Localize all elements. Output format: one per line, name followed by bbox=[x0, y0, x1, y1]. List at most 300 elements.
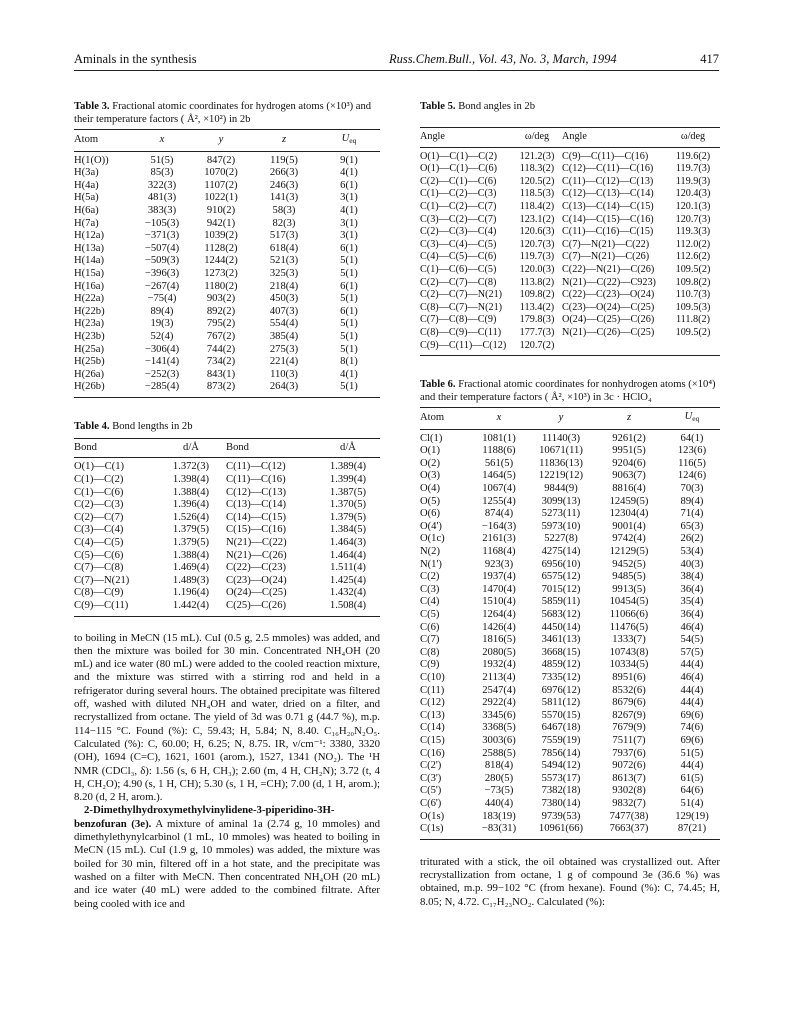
table-row bbox=[74, 537, 380, 550]
table-cell: 9913(5) bbox=[612, 583, 646, 595]
table-cell: 4275(14) bbox=[541, 546, 581, 558]
table-cell: C(8)—C(7)—N(21) bbox=[420, 301, 503, 313]
table-cell bbox=[666, 340, 720, 353]
table6-label: Table 6. bbox=[420, 379, 456, 391]
table-cell: 554(4) bbox=[269, 318, 299, 330]
table-cell: 266(3) bbox=[269, 167, 299, 179]
table-cell: −509(3) bbox=[144, 255, 180, 267]
table-cell bbox=[562, 340, 666, 353]
table-cell: 2588(5) bbox=[482, 747, 516, 759]
table-cell: H(13a) bbox=[74, 242, 105, 254]
table-cell: 118.5(3) bbox=[519, 188, 555, 200]
table-cell: 8951(6) bbox=[612, 671, 646, 683]
table-row bbox=[74, 151, 380, 167]
table-cell: 9072(6) bbox=[612, 760, 646, 772]
table-cell: 121.2(3) bbox=[519, 150, 555, 162]
table-cell: 9261(2) bbox=[612, 432, 646, 444]
table5-bottom-rule bbox=[420, 355, 720, 356]
table-row bbox=[420, 823, 720, 836]
table-cell: 10743(8) bbox=[609, 646, 649, 658]
table-cell: 1.442(4) bbox=[172, 600, 210, 611]
table-cell: 1426(4) bbox=[482, 621, 516, 633]
table-cell: 120.1(3) bbox=[675, 200, 711, 212]
table-cell: −507(4) bbox=[144, 242, 180, 254]
table-cell: C(14)—C(15)—C(16) bbox=[562, 213, 654, 225]
table-cell: 1255(4) bbox=[482, 495, 516, 507]
journal-citation: Russ.Chem.Bull., Vol. 43, No. 3, March, 1994 bbox=[389, 52, 617, 66]
table-row bbox=[420, 327, 720, 340]
table-cell: 123(6) bbox=[677, 445, 707, 457]
table-row bbox=[74, 381, 380, 394]
table-cell: 2080(5) bbox=[482, 646, 516, 658]
table-cell: 10334(5) bbox=[609, 659, 649, 671]
table-cell: 4450(14) bbox=[541, 621, 581, 633]
table-cell: C(1)—C(2) bbox=[74, 474, 124, 486]
table-cell: 2922(4) bbox=[482, 697, 516, 709]
table-cell: O(1c) bbox=[420, 533, 445, 545]
table-row bbox=[74, 587, 380, 600]
table-cell: C(2)—C(3)—C(4) bbox=[420, 226, 497, 238]
table-cell: 183(19) bbox=[482, 810, 516, 822]
table-cell: 275(3) bbox=[269, 343, 299, 355]
table-cell: 440(4) bbox=[484, 797, 514, 809]
table6-caption-text: Fractional atomic coordinates for nonhydrogen atoms (×10⁴) and their temperature factors ( Å², ×10³) in 3c · HClO₄ bbox=[420, 379, 716, 404]
table-cell: 6(1) bbox=[340, 280, 358, 292]
table-cell: 322(3) bbox=[147, 179, 177, 191]
table-cell: C(9)—C(11)—C(16) bbox=[562, 150, 649, 162]
table-cell: 1128(2) bbox=[204, 242, 238, 254]
table-cell: 120.5(2) bbox=[519, 175, 555, 187]
table-cell: 1.425(4) bbox=[329, 574, 367, 586]
table-row bbox=[420, 277, 720, 290]
table-cell: 5811(12) bbox=[541, 697, 581, 709]
table-cell: 113.8(2) bbox=[519, 276, 555, 288]
table-cell: 12459(5) bbox=[609, 495, 649, 507]
table-cell: 7382(18) bbox=[541, 785, 581, 797]
table-cell: 8613(7) bbox=[612, 772, 646, 784]
table-cell: 5573(17) bbox=[541, 772, 581, 784]
table-cell: C(7)—C(8)—C(9) bbox=[420, 314, 497, 326]
table-cell: 6956(10) bbox=[541, 558, 581, 570]
table3-label: Table 3. bbox=[74, 101, 110, 112]
table-cell: 4(1) bbox=[340, 368, 358, 380]
experimental-paragraph-1: to boiling in MeCN (15 mL). CuI (0.5 g, 2.5 mmoles) was added, and then the mixture was boiled for 30 min. Concentrated NH₄OH (20 mL) and ice water (80 mL) were added to the cooled reaction mixture, and the mixture was stirred with a stirring rod and held in a refrigerator during several hours. The obtained precipitate was filtered off, washed with diluted NH₄OH and water, dried on a filter, and recrystallized from octane. The yield of 3d was 0.71 g (44.7 %), m.p. 114−115 °C. Found (%): C, 59.43; H, 5.84; N, 8.40. C₁₆H₂₀N₂O₅. Calculated (%): C, 60.00; H, 6.25; N, 8.75. IR, ν/cm⁻¹: 3380, 3320 (OH), 1694 (C=C), 1621, 1601 (arom.), 1527, 1341 (NO₂). The ¹H NMR (CDCl₃, δ): 1.56 (s, 6 H, CH₃); 2.60 (m, 4 H, CH₂N); 3.72 (t, 4 H, CH₂O); 4.90 (s, 1 H, CH); 5.30 (s, 1 H, =CH); 7.00 (d, 1 H, arom.); 8.20 (d, 2 H, arom.). bbox=[74, 631, 380, 804]
table6-header-1: x bbox=[496, 412, 502, 424]
table-cell: C(4)—C(5)—C(6) bbox=[420, 251, 497, 263]
table-row bbox=[420, 697, 720, 710]
table-cell: H(26a) bbox=[74, 368, 105, 380]
table-cell: 7856(14) bbox=[541, 747, 581, 759]
right-column bbox=[420, 100, 720, 909]
table-cell: 385(4) bbox=[269, 330, 299, 342]
table-cell: 1070(2) bbox=[204, 167, 238, 179]
table3-header-4: $U_{eq}$ bbox=[341, 133, 357, 145]
table-cell: 109.5(2) bbox=[675, 263, 711, 275]
table3-header-2: y bbox=[218, 134, 224, 145]
table-cell: C(6') bbox=[420, 797, 442, 809]
table-cell: C(16) bbox=[420, 747, 445, 759]
table-cell: 12304(4) bbox=[609, 508, 649, 520]
table4-header-1: d/Å bbox=[183, 441, 199, 453]
table-cell: C(2) bbox=[420, 571, 440, 583]
table-cell: 5570(15) bbox=[541, 709, 581, 721]
table-cell: 9(1) bbox=[340, 154, 358, 166]
table-row bbox=[420, 483, 720, 496]
table-cell: 46(4) bbox=[680, 621, 704, 633]
table-row bbox=[74, 499, 380, 512]
table-row bbox=[420, 314, 720, 327]
table-cell: C(22)—C(23) bbox=[226, 562, 287, 574]
table-row bbox=[420, 521, 720, 534]
table-cell: 119.9(3) bbox=[675, 175, 711, 187]
table-row bbox=[420, 340, 720, 353]
table-row bbox=[74, 474, 380, 487]
table-cell: O(5) bbox=[420, 495, 441, 507]
table-cell: 818(4) bbox=[484, 760, 514, 772]
table-row bbox=[420, 722, 720, 735]
table-cell: 450(3) bbox=[269, 293, 299, 305]
table-cell: C(7) bbox=[420, 634, 440, 646]
table-cell: 36(4) bbox=[680, 609, 704, 620]
table-cell: 4859(12) bbox=[541, 659, 581, 671]
table-cell: H(15a) bbox=[74, 267, 105, 279]
table-row bbox=[420, 226, 720, 239]
table-row bbox=[74, 268, 380, 281]
table-cell: 124(6) bbox=[677, 470, 707, 482]
table-cell: 1816(5) bbox=[482, 634, 516, 646]
table-cell: O(24)—C(25)—C(26) bbox=[562, 314, 655, 326]
table3-bottom-rule bbox=[74, 397, 380, 398]
compound-heading: 2-Dimethylhydroxymethylvinylidene-3-piperidino-3H-benzofuran (3e). bbox=[74, 804, 335, 830]
table-row bbox=[74, 331, 380, 344]
table-cell: C(9)—C(11) bbox=[74, 600, 129, 611]
table-row bbox=[74, 243, 380, 256]
table-cell: H(1(O)) bbox=[74, 154, 109, 166]
table-cell: 19(3) bbox=[150, 318, 174, 330]
table-cell: 6575(12) bbox=[541, 571, 581, 583]
table-row bbox=[420, 760, 720, 773]
table-cell: −105(3) bbox=[144, 217, 180, 229]
table-cell: O(2) bbox=[420, 457, 441, 469]
table-cell: C(1)—C(2)—C(3) bbox=[420, 188, 497, 200]
table-row bbox=[74, 550, 380, 563]
table-cell: H(7a) bbox=[74, 217, 99, 229]
table-cell: 4(1) bbox=[340, 204, 358, 216]
table-cell: 1932(4) bbox=[482, 659, 516, 671]
table-cell: 8816(4) bbox=[612, 483, 646, 495]
table4-caption bbox=[74, 420, 380, 433]
table-cell: 120.7(3) bbox=[675, 213, 711, 225]
table-cell: 561(5) bbox=[484, 457, 514, 469]
table-row bbox=[420, 239, 720, 252]
table-cell: 36(4) bbox=[680, 583, 704, 595]
table-row bbox=[420, 533, 720, 546]
table-cell: O(6) bbox=[420, 508, 441, 520]
table-cell: 1081(1) bbox=[482, 432, 516, 444]
table-cell: 221(4) bbox=[269, 356, 299, 368]
table-cell: 141(3) bbox=[269, 192, 299, 204]
table6-header-4: $U_{eq}$ bbox=[684, 411, 700, 424]
table-cell: O(1)—C(1) bbox=[74, 461, 125, 473]
table-cell: 4(1) bbox=[340, 167, 358, 179]
table-cell: 1.387(5) bbox=[329, 486, 367, 498]
table-cell: 325(3) bbox=[269, 267, 299, 279]
table-row bbox=[420, 811, 720, 824]
table-cell: 54(5) bbox=[680, 634, 704, 646]
table-cell: 69(6) bbox=[680, 734, 704, 746]
table-cell: 9063(7) bbox=[612, 470, 646, 482]
table-cell: C(3') bbox=[420, 772, 442, 784]
table-cell: 2113(4) bbox=[482, 671, 516, 683]
right-body-text bbox=[420, 856, 720, 909]
table-row bbox=[74, 600, 380, 613]
table-cell: C(3)—C(4)—C(5) bbox=[420, 238, 497, 250]
table-cell: H(16a) bbox=[74, 280, 105, 292]
table-cell: 3461(13) bbox=[541, 634, 581, 646]
table-cell: H(26b) bbox=[74, 381, 105, 393]
table-cell: 9832(7) bbox=[612, 797, 646, 809]
table-cell: C(12) bbox=[420, 697, 445, 709]
table3-caption bbox=[74, 100, 380, 126]
table-cell: 7380(14) bbox=[541, 797, 581, 809]
table-cell: H(4a) bbox=[74, 179, 99, 191]
table-cell: C(14)—C(15) bbox=[226, 511, 287, 523]
table-cell: 70(3) bbox=[680, 483, 704, 495]
table-cell: 177.7(3) bbox=[519, 326, 555, 338]
table5-caption bbox=[420, 100, 720, 113]
table-cell: C(11) bbox=[420, 684, 445, 696]
table-cell: 903(2) bbox=[206, 293, 236, 305]
table-row bbox=[74, 255, 380, 268]
table-cell: 7477(38) bbox=[609, 810, 649, 822]
table6-caption bbox=[420, 378, 720, 404]
table-cell: −306(4) bbox=[144, 343, 180, 355]
table-row bbox=[420, 188, 720, 201]
table-cell: H(25b) bbox=[74, 356, 105, 368]
table-cell: H(22b) bbox=[74, 305, 105, 317]
table-cell: 2547(4) bbox=[482, 684, 516, 696]
table-cell: 744(2) bbox=[206, 343, 236, 355]
table-cell: 120.4(3) bbox=[675, 188, 711, 200]
table-row bbox=[420, 735, 720, 748]
table-cell: 1.379(5) bbox=[172, 537, 210, 549]
table-cell: 1.388(4) bbox=[172, 486, 210, 498]
table-row bbox=[420, 596, 720, 609]
table-cell: C(8)—C(9)—C(11) bbox=[420, 326, 502, 338]
table-cell: 120.6(3) bbox=[519, 226, 555, 238]
table-cell: 10671(11) bbox=[539, 445, 583, 457]
table-cell: 120.7(2) bbox=[519, 339, 555, 351]
table-cell: 1244(2) bbox=[204, 255, 238, 267]
table-cell: 218(4) bbox=[269, 280, 299, 292]
running-header bbox=[74, 48, 719, 71]
table5-header-3: ω/deg bbox=[680, 131, 706, 142]
table-cell: 10961(66) bbox=[538, 823, 584, 835]
table-cell: 26(2) bbox=[680, 533, 704, 545]
table-cell: C(3)—C(4) bbox=[74, 524, 124, 536]
table3-caption-text: Fractional atomic coordinates for hydrogen atoms (×10³) and their temperature factors ( Å², ×10²) in 2b bbox=[74, 101, 372, 125]
table-row bbox=[420, 201, 720, 214]
table-cell: 40(3) bbox=[680, 558, 704, 570]
table-cell: 1464(5) bbox=[482, 470, 516, 482]
table-cell: −83(31) bbox=[481, 823, 517, 835]
left-body-text bbox=[74, 632, 380, 911]
table-cell: 109.8(2) bbox=[519, 289, 555, 301]
table-cell: C(9)—C(11)—C(12) bbox=[420, 339, 507, 351]
table-cell: 110(3) bbox=[270, 368, 298, 380]
table-cell: 119.7(3) bbox=[519, 251, 555, 263]
table-row bbox=[74, 205, 380, 218]
table-cell: 795(2) bbox=[206, 318, 236, 330]
table-cell: 5859(11) bbox=[541, 596, 581, 608]
table-cell: C(1)—C(2)—C(7) bbox=[420, 200, 497, 212]
table-cell: C(2)—C(7) bbox=[74, 511, 124, 523]
table-cell: O(4') bbox=[420, 520, 442, 532]
table-cell: 5(1) bbox=[340, 255, 358, 267]
table-cell: 3(1) bbox=[340, 230, 358, 242]
table-cell: 942(1) bbox=[206, 217, 236, 229]
table-row bbox=[420, 429, 720, 445]
table-cell: 5(1) bbox=[340, 293, 358, 305]
table-cell: 111.8(2) bbox=[675, 314, 711, 326]
table-cell: −252(3) bbox=[144, 368, 180, 380]
table-cell: C(23)—O(24) bbox=[226, 574, 287, 586]
table-cell: −267(4) bbox=[144, 280, 180, 292]
table6-header-3: z bbox=[626, 412, 632, 424]
table-row bbox=[420, 559, 720, 572]
table-cell: −371(3) bbox=[144, 230, 180, 242]
table-cell: 71(4) bbox=[680, 508, 704, 520]
table-cell: 2161(3) bbox=[482, 533, 516, 545]
table-row bbox=[420, 176, 720, 189]
table-cell: 61(5) bbox=[680, 772, 704, 784]
table-cell: 5(1) bbox=[340, 330, 358, 342]
table-row bbox=[420, 685, 720, 698]
table-cell: 1.526(4) bbox=[172, 511, 210, 523]
table-cell: N(1') bbox=[420, 558, 442, 570]
table5-header-0: Angle bbox=[420, 131, 445, 142]
table-cell: 44(4) bbox=[680, 697, 704, 709]
table-cell: 7679(9) bbox=[612, 722, 646, 734]
table-cell: 179.8(3) bbox=[519, 314, 555, 326]
table-row bbox=[74, 318, 380, 331]
table-cell: 6(1) bbox=[340, 305, 358, 317]
table-cell: C(5') bbox=[420, 785, 442, 797]
table-cell: 11140(3) bbox=[541, 432, 581, 444]
table5-label: Table 5. bbox=[420, 101, 456, 112]
table-cell: 5494(12) bbox=[541, 760, 581, 772]
table5-caption-text: Bond angles in 2b bbox=[458, 101, 535, 112]
table-row bbox=[420, 458, 720, 471]
table-cell: 113.4(2) bbox=[519, 301, 555, 313]
table-cell: 119(5) bbox=[270, 154, 298, 166]
table-cell: 1022(1) bbox=[204, 192, 238, 204]
table-row bbox=[420, 622, 720, 635]
table-row bbox=[420, 163, 720, 176]
table-cell: H(22a) bbox=[74, 293, 105, 305]
table-cell: H(23b) bbox=[74, 330, 105, 342]
table-cell: C(12)—C(13) bbox=[226, 486, 287, 498]
table-cell: 1.379(5) bbox=[172, 524, 210, 536]
table-cell: 847(2) bbox=[206, 154, 236, 166]
table-cell: N(21)—C(26)—C(25) bbox=[562, 326, 655, 338]
table-cell: 7663(37) bbox=[609, 823, 649, 835]
table-cell: N(21)—C(22) bbox=[226, 537, 287, 549]
table-row bbox=[420, 289, 720, 302]
table-cell: C(12)—C(11)—C(16) bbox=[562, 163, 654, 175]
table-cell: C(5)—C(6) bbox=[74, 549, 124, 561]
table-cell: N(2) bbox=[420, 546, 441, 558]
table-cell: 280(5) bbox=[484, 772, 514, 784]
table-cell: 3003(6) bbox=[482, 734, 516, 746]
table-row bbox=[74, 487, 380, 500]
table-row bbox=[420, 773, 720, 786]
table-cell: C(2)—C(7)—N(21) bbox=[420, 289, 503, 301]
table-cell: 118.4(2) bbox=[519, 200, 555, 212]
table-cell: 123.1(2) bbox=[519, 213, 555, 225]
table-row bbox=[74, 524, 380, 537]
table-cell: −75(4) bbox=[147, 293, 177, 305]
table-cell: 52(4) bbox=[150, 330, 174, 342]
table-cell: H(25a) bbox=[74, 343, 105, 355]
table-cell: 6976(12) bbox=[541, 684, 581, 696]
table-cell: O(3) bbox=[420, 470, 441, 482]
table-cell: 118.3(2) bbox=[519, 163, 555, 175]
table-cell: 8267(9) bbox=[612, 709, 646, 721]
table-cell: 618(4) bbox=[269, 242, 299, 254]
table-row bbox=[420, 214, 720, 227]
table-row bbox=[420, 672, 720, 685]
table-row bbox=[74, 293, 380, 306]
table-cell: 9452(5) bbox=[612, 558, 646, 570]
table-cell: C(12)—C(13)—C(14) bbox=[562, 188, 654, 200]
table-cell: 1168(4) bbox=[482, 546, 516, 558]
table-row bbox=[74, 281, 380, 294]
table-row bbox=[420, 445, 720, 458]
table-cell: 1.388(4) bbox=[172, 549, 210, 561]
table-cell: C(11)—C(16)—C(15) bbox=[562, 226, 654, 238]
table5 bbox=[420, 127, 720, 352]
table-cell: C(22)—N(21)—C(26) bbox=[562, 263, 655, 275]
table-cell: 9844(9) bbox=[544, 483, 578, 495]
table-cell: H(23a) bbox=[74, 318, 105, 330]
table-cell: C(23)—O(24)—C(25) bbox=[562, 301, 655, 313]
table-cell: 9951(5) bbox=[612, 445, 646, 457]
table-cell: 9001(4) bbox=[612, 520, 646, 532]
table-cell: 120.7(3) bbox=[519, 238, 555, 250]
table-cell: −141(4) bbox=[144, 356, 180, 368]
table-cell: 65(3) bbox=[680, 520, 704, 532]
table-cell: 1180(2) bbox=[204, 280, 238, 292]
table4-bottom-rule bbox=[74, 616, 380, 617]
table-cell: 1.489(3) bbox=[172, 574, 210, 586]
table-row bbox=[420, 748, 720, 761]
running-title: Aminals in the synthesis bbox=[74, 52, 197, 66]
table-cell: 112.0(2) bbox=[675, 238, 711, 250]
table-row bbox=[74, 306, 380, 319]
table-cell: C(10) bbox=[420, 671, 445, 683]
table-cell: 874(4) bbox=[484, 508, 514, 520]
table-cell: C(13)—C(14)—C(15) bbox=[562, 200, 654, 212]
table-row bbox=[74, 230, 380, 243]
table-cell: 5273(11) bbox=[541, 508, 581, 520]
table-cell: 38(4) bbox=[680, 571, 704, 583]
table-cell: C(1)—C(6) bbox=[74, 486, 124, 498]
table-cell: 843(1) bbox=[206, 368, 236, 380]
table-cell: 57(5) bbox=[680, 646, 704, 658]
table-cell: C(7)—C(8) bbox=[74, 562, 124, 574]
table-cell: 5227(8) bbox=[544, 533, 578, 545]
